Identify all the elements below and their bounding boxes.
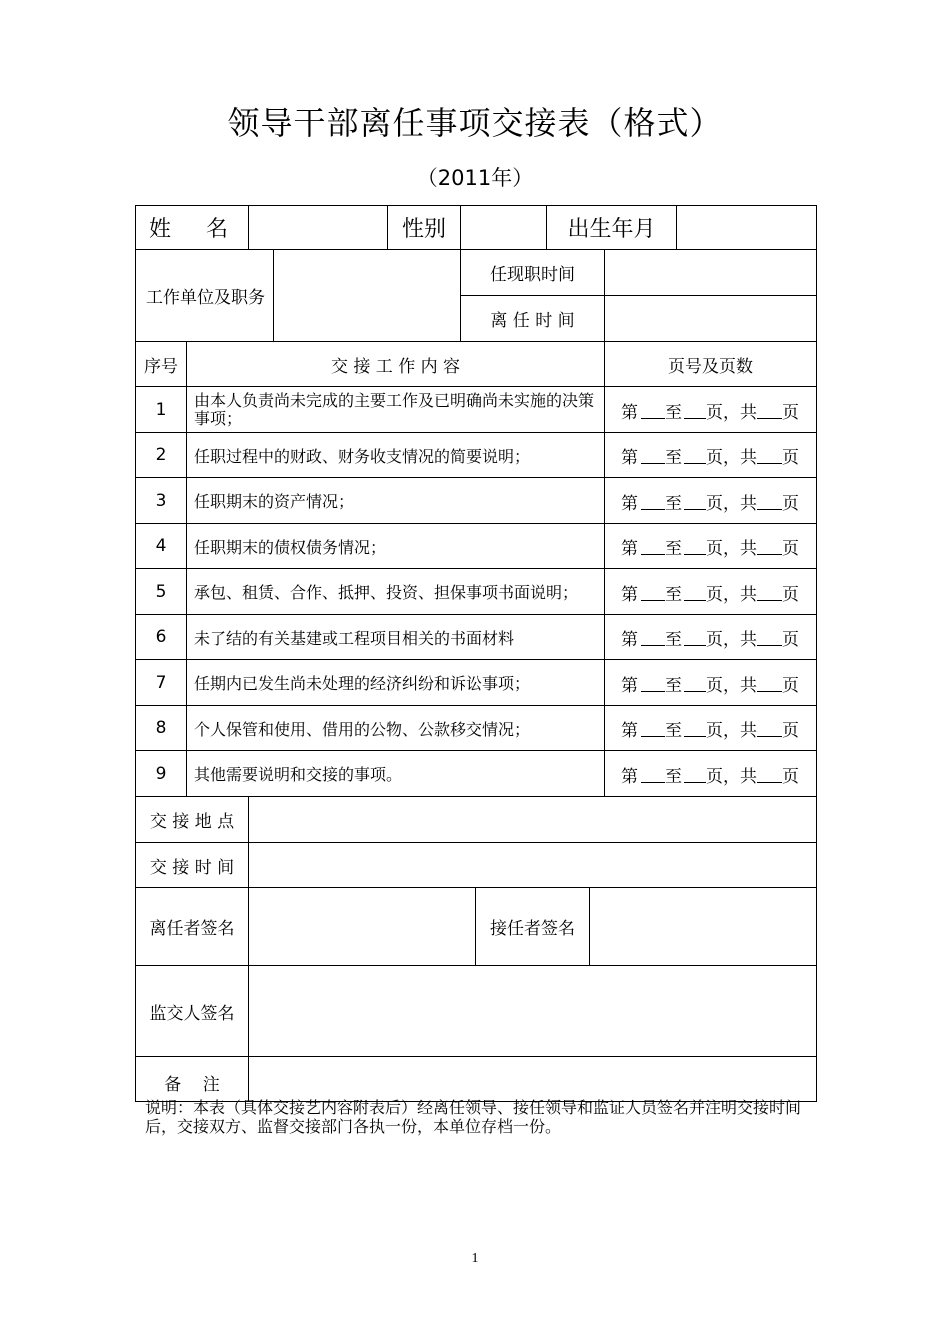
item-text: 其他需要说明和交接的事项。	[194, 765, 403, 784]
supervisor-signature-label: 监交人签名	[149, 1003, 235, 1024]
name-field[interactable]	[249, 206, 387, 249]
form-title: 领导干部离任事项交接表（格式）	[227, 104, 723, 142]
page-range-cell	[605, 706, 816, 751]
page-end-blank[interactable]	[684, 463, 706, 464]
supervisor-signature-field[interactable]	[249, 966, 816, 1056]
page-word-zhi: 至	[665, 494, 682, 514]
page-start-blank[interactable]	[641, 509, 665, 510]
column-header-content: 交 接 工 作 内 容	[330, 356, 461, 377]
page-range-cell	[605, 752, 816, 797]
page-word-ye: 页	[782, 630, 799, 650]
item-number: 4	[155, 536, 167, 556]
page-word-ye-gong: 页，共	[706, 676, 757, 696]
page-start-blank[interactable]	[641, 691, 665, 692]
handover-place-label: 交 接 地 点	[149, 812, 235, 832]
item-text: 任职期末的债权债务情况；	[194, 537, 387, 557]
item-number: 5	[155, 581, 167, 602]
page-word-ye: 页	[782, 403, 799, 423]
item-text: 由本人负责尚未完成的主要工作及已明确尚未实施的决策事项；	[194, 390, 595, 428]
page-word-di: 第	[621, 539, 638, 559]
item-text: 任职过程中的财政、财务收支情况的简要说明；	[194, 446, 531, 466]
item-number: 7	[155, 672, 167, 693]
page-word-di: 第	[621, 403, 638, 423]
item-number: 1	[155, 399, 167, 420]
current-post-time-label: 任现职时间	[490, 265, 575, 285]
item-number: 8	[155, 718, 167, 738]
form-year: （2011年）	[416, 166, 534, 190]
page-word-ye: 页	[782, 494, 799, 514]
page-word-ye-gong: 页，共	[706, 585, 757, 605]
form-note: 说明：本表（具体交接艺内容附表后）经离任领导、接任领导和监证人员签名并注明交接时间后，交接双方、监督交接部门各执一份，本单位存档一份。	[145, 1098, 802, 1136]
work-unit-label: 工作单位及职务	[146, 288, 265, 308]
item-text: 承包、租赁、合作、抵押、投资、担保事项书面说明；	[194, 583, 579, 602]
item-number: 3	[155, 490, 167, 511]
gender-label: 性别	[401, 217, 446, 242]
item-text: 个人保管和使用、借用的公物、公款移交情况；	[194, 719, 531, 739]
item-number: 9	[155, 763, 167, 784]
successor-signature-label: 接任者签名	[490, 919, 575, 939]
handover-place-field[interactable]	[249, 797, 816, 842]
current-post-time-field[interactable]	[605, 250, 816, 295]
page-word-zhi: 至	[665, 403, 682, 423]
page-start-blank[interactable]	[641, 736, 665, 737]
page-word-ye-gong: 页，共	[706, 721, 757, 741]
page-word-di: 第	[621, 767, 638, 787]
page-range-cell	[605, 524, 816, 569]
remarks-label: 备 注	[164, 1074, 220, 1095]
handover-time-field[interactable]	[249, 843, 816, 887]
page-word-zhi: 至	[665, 721, 682, 741]
page-range-cell	[605, 570, 816, 615]
page-start-blank[interactable]	[641, 554, 665, 555]
page-number: 1	[471, 1251, 479, 1266]
page-end-blank[interactable]	[684, 645, 706, 646]
page-word-di: 第	[621, 676, 638, 696]
page-word-zhi: 至	[665, 448, 682, 468]
name-label: 姓 名	[149, 217, 235, 242]
column-header-no: 序号	[144, 356, 178, 377]
handover-time-label: 交 接 时 间	[149, 857, 235, 878]
column-header-pages: 页号及页数	[668, 356, 753, 377]
page-word-di: 第	[621, 494, 638, 514]
page-total-blank[interactable]	[757, 600, 782, 601]
page-word-di: 第	[621, 448, 638, 468]
page-end-blank[interactable]	[684, 691, 706, 692]
page-start-blank[interactable]	[641, 418, 665, 419]
page-start-blank[interactable]	[641, 782, 665, 783]
page-word-di: 第	[621, 630, 638, 650]
page-total-blank[interactable]	[757, 418, 782, 419]
page-word-ye-gong: 页，共	[706, 630, 757, 650]
page-end-blank[interactable]	[684, 554, 706, 555]
page-word-ye: 页	[782, 767, 799, 787]
table-rule	[186, 341, 187, 796]
page-range-cell	[605, 661, 816, 706]
birth-date-field[interactable]	[677, 206, 816, 249]
page-word-ye: 页	[782, 585, 799, 605]
page-end-blank[interactable]	[684, 782, 706, 783]
item-number: 2	[155, 445, 167, 465]
page-word-zhi: 至	[665, 630, 682, 650]
page-word-di: 第	[621, 585, 638, 605]
gender-field[interactable]	[461, 206, 546, 249]
leave-time-field[interactable]	[605, 296, 816, 341]
page-word-ye-gong: 页，共	[706, 403, 757, 423]
page-start-blank[interactable]	[641, 463, 665, 464]
item-number: 6	[155, 627, 167, 647]
page-range-cell	[605, 615, 816, 660]
page-end-blank[interactable]	[684, 418, 706, 419]
page-end-blank[interactable]	[684, 736, 706, 737]
page-word-zhi: 至	[665, 585, 682, 605]
page-word-ye-gong: 页，共	[706, 494, 757, 514]
page-start-blank[interactable]	[641, 600, 665, 601]
page-range-cell	[605, 388, 816, 433]
remarks-field[interactable]	[249, 1057, 816, 1101]
item-text: 任职期末的资产情况；	[194, 492, 355, 511]
leaver-signature-field[interactable]	[249, 888, 475, 965]
page-word-zhi: 至	[665, 539, 682, 559]
page-total-blank[interactable]	[757, 782, 782, 783]
leaver-signature-label: 离任者签名	[149, 919, 235, 939]
page-range-cell	[605, 479, 816, 524]
page-word-ye-gong: 页，共	[706, 448, 757, 468]
page-word-ye: 页	[782, 721, 799, 741]
page-range-cell	[605, 433, 816, 478]
page-word-ye: 页	[782, 539, 799, 559]
page-total-blank[interactable]	[757, 463, 782, 464]
page-total-blank[interactable]	[757, 736, 782, 737]
birth-date-label: 出生年月	[567, 217, 656, 242]
page-word-di: 第	[621, 721, 638, 741]
item-text: 未了结的有关基建或工程项目相关的书面材料	[194, 628, 515, 648]
successor-signature-field[interactable]	[590, 888, 816, 965]
page-total-blank[interactable]	[757, 691, 782, 692]
page-word-zhi: 至	[665, 767, 682, 787]
item-text: 任期内已发生尚未处理的经济纠纷和诉讼事项；	[194, 674, 531, 693]
page-end-blank[interactable]	[684, 600, 706, 601]
table-border-right	[816, 205, 817, 1102]
page-start-blank[interactable]	[641, 645, 665, 646]
page-word-ye-gong: 页，共	[706, 539, 757, 559]
page-word-ye-gong: 页，共	[706, 767, 757, 787]
page-end-blank[interactable]	[684, 509, 706, 510]
page-total-blank[interactable]	[757, 554, 782, 555]
page-word-zhi: 至	[665, 676, 682, 696]
page-word-ye: 页	[782, 676, 799, 696]
work-unit-field[interactable]	[274, 250, 460, 341]
page-word-ye: 页	[782, 448, 799, 468]
page-total-blank[interactable]	[757, 645, 782, 646]
page-total-blank[interactable]	[757, 509, 782, 510]
leave-time-label: 离 任 时 间	[490, 311, 575, 331]
